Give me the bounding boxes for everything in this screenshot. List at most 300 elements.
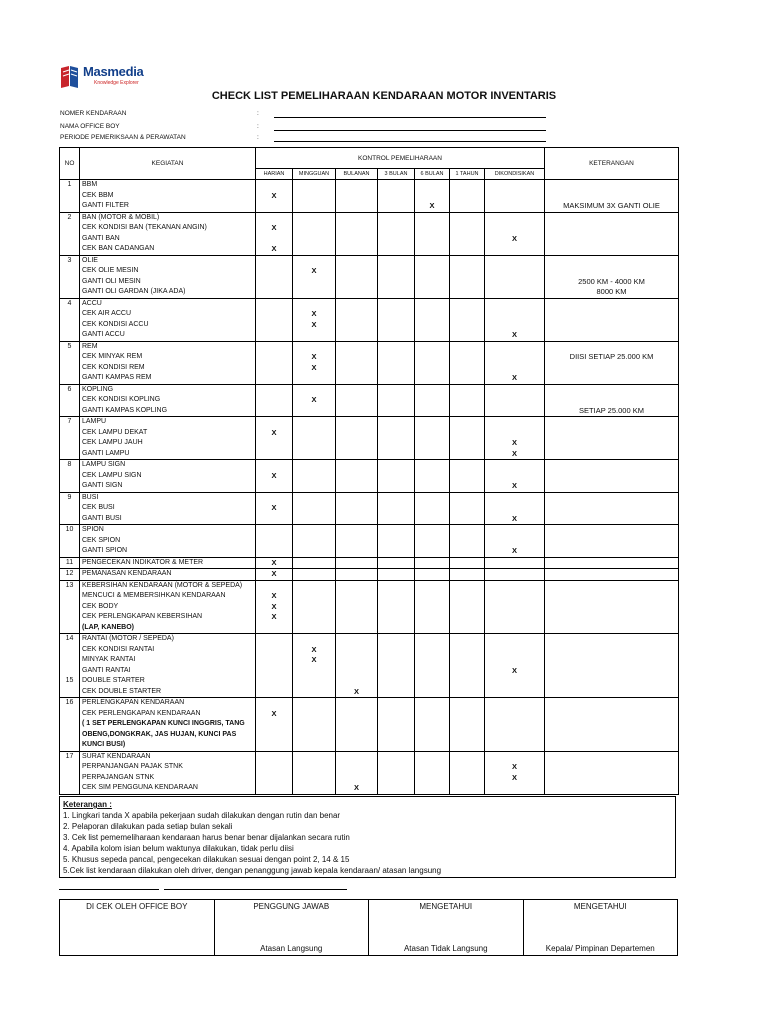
- check-cell[interactable]: [256, 492, 293, 525]
- check-cell[interactable]: [336, 580, 378, 634]
- check-cell[interactable]: [415, 417, 450, 460]
- check-mark: X: [271, 223, 277, 232]
- keterangan-line: [547, 773, 676, 784]
- check-mark: [417, 481, 447, 492]
- check-cell[interactable]: [378, 580, 415, 634]
- check-cell[interactable]: [485, 460, 545, 493]
- check-cell[interactable]: [256, 634, 293, 698]
- meta-input-line[interactable]: [274, 117, 546, 118]
- check-cell[interactable]: [450, 298, 485, 341]
- check-mark: X: [511, 772, 517, 782]
- row-number: [62, 719, 77, 730]
- check-mark: [338, 709, 375, 720]
- check-mark: [258, 730, 290, 741]
- activity-line: SURAT KENDARAAN: [82, 752, 151, 760]
- check-mark: [380, 536, 412, 547]
- keterangan-cell: [545, 212, 679, 255]
- activity-line: MINYAK RANTAI: [82, 656, 136, 663]
- row-number: 1: [67, 181, 72, 188]
- check-mark: [295, 612, 333, 623]
- check-mark: [338, 569, 375, 580]
- check-mark: [338, 655, 375, 666]
- check-cell[interactable]: [336, 460, 378, 493]
- row-number-cell: [60, 580, 80, 634]
- check-cell[interactable]: [378, 698, 415, 752]
- check-mark: [295, 385, 333, 396]
- row-number: [62, 471, 77, 482]
- meta-input-line[interactable]: [274, 130, 546, 131]
- check-mark: [338, 373, 375, 384]
- table-row: [60, 212, 679, 255]
- check-mark: [487, 471, 542, 482]
- check-mark: [417, 438, 447, 449]
- check-cell[interactable]: [256, 384, 293, 417]
- check-mark: [295, 373, 333, 384]
- check-cell[interactable]: [485, 341, 545, 384]
- check-cell[interactable]: [336, 417, 378, 460]
- sign-box[interactable]: PENGGUNG JAWAB Atasan Langsung: [214, 900, 369, 956]
- keterangan-line: [547, 525, 676, 536]
- check-cell[interactable]: [450, 492, 485, 525]
- check-mark: [258, 546, 290, 557]
- check-cell[interactable]: [336, 212, 378, 255]
- check-mark: [452, 666, 482, 677]
- check-cell[interactable]: [450, 341, 485, 384]
- check-cell[interactable]: [293, 557, 336, 569]
- check-cell[interactable]: [450, 634, 485, 698]
- meta-label: PERIODE PEMERIKSAAN & PERAWATAN: [60, 134, 186, 141]
- keterangan-line: [547, 244, 676, 255]
- check-cell[interactable]: [293, 255, 336, 298]
- row-number: 14: [65, 635, 74, 642]
- check-cell[interactable]: [293, 460, 336, 493]
- check-cell[interactable]: [415, 492, 450, 525]
- check-cell[interactable]: [485, 557, 545, 569]
- check-cell[interactable]: [415, 580, 450, 634]
- check-mark: X: [271, 503, 277, 512]
- check-cell[interactable]: [336, 384, 378, 417]
- check-cell[interactable]: [293, 634, 336, 698]
- keterangan-cell: [545, 460, 679, 493]
- check-mark: [258, 256, 290, 267]
- check-mark: [417, 223, 447, 234]
- check-mark: [258, 623, 290, 634]
- check-mark: [487, 213, 542, 224]
- check-mark: [295, 234, 333, 245]
- keterangan-line: [547, 223, 676, 234]
- row-number: [62, 655, 77, 666]
- row-number-cell: [60, 298, 80, 341]
- check-cell[interactable]: [378, 384, 415, 417]
- check-cell[interactable]: [256, 751, 293, 794]
- check-cell[interactable]: [378, 460, 415, 493]
- check-mark: [338, 666, 375, 677]
- check-cell[interactable]: [485, 255, 545, 298]
- activity-cell: [80, 634, 256, 698]
- notes-item: 4. Apabila kolom isian belum waktunya dilakukan, tidak perlu diisi: [63, 844, 294, 853]
- check-mark: [417, 634, 447, 645]
- check-cell[interactable]: [378, 751, 415, 794]
- activity-line: OLIE: [82, 256, 98, 264]
- check-mark: [417, 569, 447, 580]
- check-cell[interactable]: [485, 634, 545, 698]
- check-mark: [417, 299, 447, 310]
- row-number-cell: [60, 698, 80, 752]
- check-mark: [380, 493, 412, 504]
- check-cell[interactable]: [256, 417, 293, 460]
- check-cell[interactable]: [485, 384, 545, 417]
- check-mark: X: [271, 427, 277, 437]
- check-mark: [295, 438, 333, 449]
- keterangan-cell: [545, 751, 679, 794]
- keterangan-line: [547, 514, 676, 525]
- check-mark: X: [271, 601, 277, 611]
- activity-line: CEK KONDISI REM: [82, 363, 145, 371]
- check-mark: [417, 719, 447, 730]
- check-mark: [417, 740, 447, 751]
- row-number-cell: [60, 460, 80, 493]
- check-cell[interactable]: [293, 212, 336, 255]
- notes-item: 2. Pelaporan dilakukan pada setiap bulan sekali: [63, 822, 233, 831]
- activity-line: GANTI KAMPAS KOPLING: [82, 406, 168, 414]
- keterangan-line: [547, 676, 676, 687]
- header-period: DIKONDISIKAN: [485, 169, 545, 180]
- check-cell[interactable]: [256, 180, 293, 213]
- activity-line: (LAP, KANEBO): [82, 623, 134, 631]
- activity-line: CEK KONDISI ACCU: [82, 320, 149, 328]
- check-mark: [258, 460, 290, 471]
- check-mark: [417, 762, 447, 773]
- check-cell[interactable]: [415, 751, 450, 794]
- sign-box[interactable]: DI CEK OLEH OFFICE BOY: [60, 900, 215, 956]
- check-mark: [417, 687, 447, 698]
- check-mark: [295, 634, 333, 645]
- check-mark: [452, 752, 482, 763]
- check-cell[interactable]: [485, 525, 545, 558]
- check-cell[interactable]: [485, 417, 545, 460]
- check-mark: [380, 762, 412, 773]
- check-cell[interactable]: [256, 212, 293, 255]
- check-cell[interactable]: [293, 180, 336, 213]
- check-mark: [338, 558, 375, 569]
- check-mark: [295, 752, 333, 763]
- check-cell[interactable]: [336, 751, 378, 794]
- check-mark: [380, 213, 412, 224]
- meta-input-line[interactable]: [274, 141, 546, 142]
- check-mark: X: [511, 330, 517, 339]
- check-mark: [295, 719, 333, 730]
- check-cell[interactable]: [336, 298, 378, 341]
- row-number: [62, 395, 77, 406]
- keterangan-line: [547, 623, 676, 634]
- keterangan-line: [547, 471, 676, 482]
- activity-line: LAMPU SIGN: [82, 461, 126, 468]
- check-mark: [452, 730, 482, 741]
- check-mark: [295, 546, 333, 557]
- check-cell[interactable]: [378, 417, 415, 460]
- table-row: [60, 341, 679, 384]
- check-cell[interactable]: [293, 492, 336, 525]
- check-mark: [295, 602, 333, 613]
- check-mark: [338, 438, 375, 449]
- check-mark: [417, 471, 447, 482]
- check-mark: [417, 191, 447, 202]
- row-number: [62, 234, 77, 245]
- check-mark: [295, 503, 333, 514]
- header-no: NO: [60, 148, 80, 180]
- check-cell[interactable]: [336, 255, 378, 298]
- check-mark: [295, 277, 333, 288]
- check-cell[interactable]: [485, 212, 545, 255]
- table-row: [60, 460, 679, 493]
- check-mark: [417, 558, 447, 569]
- check-cell[interactable]: [256, 525, 293, 558]
- check-cell[interactable]: [450, 751, 485, 794]
- check-cell[interactable]: [378, 492, 415, 525]
- check-cell[interactable]: [450, 580, 485, 634]
- check-mark: [295, 213, 333, 224]
- check-mark: [452, 773, 482, 784]
- check-cell[interactable]: [293, 525, 336, 558]
- check-cell[interactable]: [336, 525, 378, 558]
- check-mark: X: [311, 362, 317, 372]
- check-cell[interactable]: [336, 634, 378, 698]
- check-cell[interactable]: [336, 341, 378, 384]
- check-mark: [258, 287, 290, 298]
- check-mark: [452, 342, 482, 353]
- row-number: [62, 438, 77, 449]
- activity-cell: [80, 698, 256, 752]
- check-cell[interactable]: [256, 255, 293, 298]
- check-cell[interactable]: [415, 557, 450, 569]
- check-mark: [380, 752, 412, 763]
- check-mark: [380, 719, 412, 730]
- check-cell[interactable]: [450, 698, 485, 752]
- check-cell[interactable]: [485, 298, 545, 341]
- check-mark: [452, 417, 482, 428]
- row-number: [62, 612, 77, 623]
- check-mark: [380, 428, 412, 439]
- check-cell[interactable]: [378, 557, 415, 569]
- check-mark: [487, 201, 542, 212]
- check-cell[interactable]: [378, 525, 415, 558]
- check-mark: [452, 536, 482, 547]
- check-cell[interactable]: [415, 298, 450, 341]
- check-cell[interactable]: [450, 460, 485, 493]
- check-mark: [258, 277, 290, 288]
- row-number-cell: [60, 525, 80, 558]
- check-cell[interactable]: [415, 525, 450, 558]
- check-cell[interactable]: [415, 698, 450, 752]
- check-mark: [417, 546, 447, 557]
- row-number: [62, 191, 77, 202]
- sign-box[interactable]: MENGETAHUI Kepala/ Pimpinan Departemen: [523, 900, 678, 956]
- check-cell[interactable]: [450, 255, 485, 298]
- check-cell[interactable]: [256, 569, 293, 581]
- check-mark: [487, 320, 542, 331]
- check-cell[interactable]: [256, 341, 293, 384]
- row-number: [62, 223, 77, 234]
- row-number-cell: [60, 212, 80, 255]
- check-mark: [417, 320, 447, 331]
- check-cell[interactable]: [293, 580, 336, 634]
- check-mark: [487, 299, 542, 310]
- keterangan-line: 8000 KM: [596, 287, 627, 296]
- check-cell[interactable]: [293, 417, 336, 460]
- check-mark: [487, 730, 542, 741]
- check-cell[interactable]: [378, 569, 415, 581]
- check-cell[interactable]: [256, 580, 293, 634]
- check-mark: [487, 493, 542, 504]
- check-cell[interactable]: [256, 698, 293, 752]
- row-number-cell: [60, 634, 80, 698]
- check-cell[interactable]: [415, 569, 450, 581]
- check-cell[interactable]: [378, 180, 415, 213]
- check-cell[interactable]: [450, 180, 485, 213]
- check-mark: [295, 591, 333, 602]
- check-mark: [258, 536, 290, 547]
- sign-box[interactable]: MENGETAHUI Atasan Tidak Langsung: [369, 900, 524, 956]
- check-mark: [295, 773, 333, 784]
- check-mark: [295, 783, 333, 794]
- activity-cell: [80, 569, 256, 581]
- check-cell[interactable]: [485, 751, 545, 794]
- keterangan-line: [547, 299, 676, 310]
- check-mark: [295, 449, 333, 460]
- check-mark: X: [311, 266, 317, 275]
- check-cell[interactable]: [450, 212, 485, 255]
- check-cell[interactable]: [485, 698, 545, 752]
- keterangan-cell: [545, 557, 679, 569]
- row-number: [62, 740, 77, 751]
- activity-line: GANTI BUSI: [82, 514, 122, 522]
- activity-line: ( 1 SET PERLENGKAPAN KUNCI INGGRIS, TANG: [82, 720, 245, 727]
- check-mark: [258, 309, 290, 320]
- check-cell[interactable]: [256, 557, 293, 569]
- check-cell[interactable]: [293, 698, 336, 752]
- check-mark: [487, 740, 542, 751]
- activity-line: CEK AIR ACCU: [82, 310, 132, 317]
- check-cell[interactable]: [415, 384, 450, 417]
- check-mark: [417, 460, 447, 471]
- check-cell[interactable]: [293, 384, 336, 417]
- check-cell[interactable]: [256, 298, 293, 341]
- check-mark: [452, 277, 482, 288]
- check-cell[interactable]: [336, 180, 378, 213]
- check-mark: [380, 655, 412, 666]
- check-cell[interactable]: [415, 180, 450, 213]
- check-cell[interactable]: [415, 341, 450, 384]
- row-number-cell: [60, 255, 80, 298]
- check-cell[interactable]: [378, 255, 415, 298]
- check-mark: [258, 406, 290, 417]
- check-cell[interactable]: [450, 525, 485, 558]
- check-cell[interactable]: [378, 212, 415, 255]
- check-cell[interactable]: [450, 384, 485, 417]
- check-cell[interactable]: [293, 569, 336, 581]
- check-mark: [338, 481, 375, 492]
- check-mark: [380, 352, 412, 363]
- check-cell[interactable]: [450, 417, 485, 460]
- check-mark: [417, 514, 447, 525]
- keterangan-cell: [545, 525, 679, 558]
- check-cell[interactable]: [336, 569, 378, 581]
- check-cell[interactable]: [415, 634, 450, 698]
- keterangan-line: [547, 438, 676, 449]
- keterangan-line: [547, 342, 676, 353]
- check-cell[interactable]: [415, 212, 450, 255]
- check-mark: [452, 623, 482, 634]
- check-mark: [417, 256, 447, 267]
- notes-item: 1. Lingkari tanda X apabila pekerjaan sudah dilakukan dengan rutin dan benar: [63, 811, 341, 820]
- row-number-cell: [60, 417, 80, 460]
- check-cell[interactable]: [378, 341, 415, 384]
- check-cell[interactable]: [485, 580, 545, 634]
- check-cell[interactable]: [485, 569, 545, 581]
- check-cell[interactable]: [415, 255, 450, 298]
- keterangan-cell: [545, 698, 679, 752]
- check-cell[interactable]: [293, 341, 336, 384]
- check-mark: [417, 666, 447, 677]
- check-mark: [417, 417, 447, 428]
- check-mark: [487, 569, 542, 580]
- check-mark: [487, 428, 542, 439]
- check-mark: X: [271, 591, 277, 600]
- check-mark: [380, 514, 412, 525]
- row-number: [62, 536, 77, 547]
- row-number-cell: [60, 569, 80, 581]
- check-cell[interactable]: [378, 634, 415, 698]
- check-cell[interactable]: [293, 751, 336, 794]
- check-mark: [417, 709, 447, 720]
- activity-line: PENGECEKAN INDIKATOR & METER: [82, 558, 204, 566]
- check-mark: [338, 309, 375, 320]
- check-mark: [338, 385, 375, 396]
- check-cell[interactable]: [336, 698, 378, 752]
- check-cell[interactable]: [336, 492, 378, 525]
- activity-line: KUNCI BUSI): [82, 741, 126, 748]
- row-number: [62, 730, 77, 741]
- check-mark: [258, 762, 290, 773]
- check-cell[interactable]: [378, 298, 415, 341]
- check-mark: [380, 623, 412, 634]
- keterangan-line: [547, 730, 676, 741]
- keterangan-line: [547, 591, 676, 602]
- check-mark: [338, 244, 375, 255]
- check-cell[interactable]: [256, 460, 293, 493]
- notes-box: [59, 796, 676, 878]
- check-mark: X: [511, 373, 517, 382]
- check-mark: [258, 438, 290, 449]
- check-mark: [295, 514, 333, 525]
- activity-line: CEK PERLENGKAPAN KENDARAAN: [82, 709, 201, 717]
- check-mark: [417, 503, 447, 514]
- check-cell[interactable]: [485, 492, 545, 525]
- check-cell[interactable]: [450, 557, 485, 569]
- check-mark: [295, 581, 333, 592]
- check-mark: [487, 395, 542, 406]
- keterangan-line: [547, 740, 676, 751]
- check-mark: [295, 569, 333, 580]
- check-cell[interactable]: [450, 569, 485, 581]
- keterangan-cell: [545, 255, 679, 298]
- check-cell[interactable]: [485, 180, 545, 213]
- check-mark: [295, 558, 333, 569]
- check-cell[interactable]: [415, 460, 450, 493]
- check-cell[interactable]: [293, 298, 336, 341]
- activity-line: GANTI RANTAI: [82, 666, 131, 674]
- check-cell[interactable]: [336, 557, 378, 569]
